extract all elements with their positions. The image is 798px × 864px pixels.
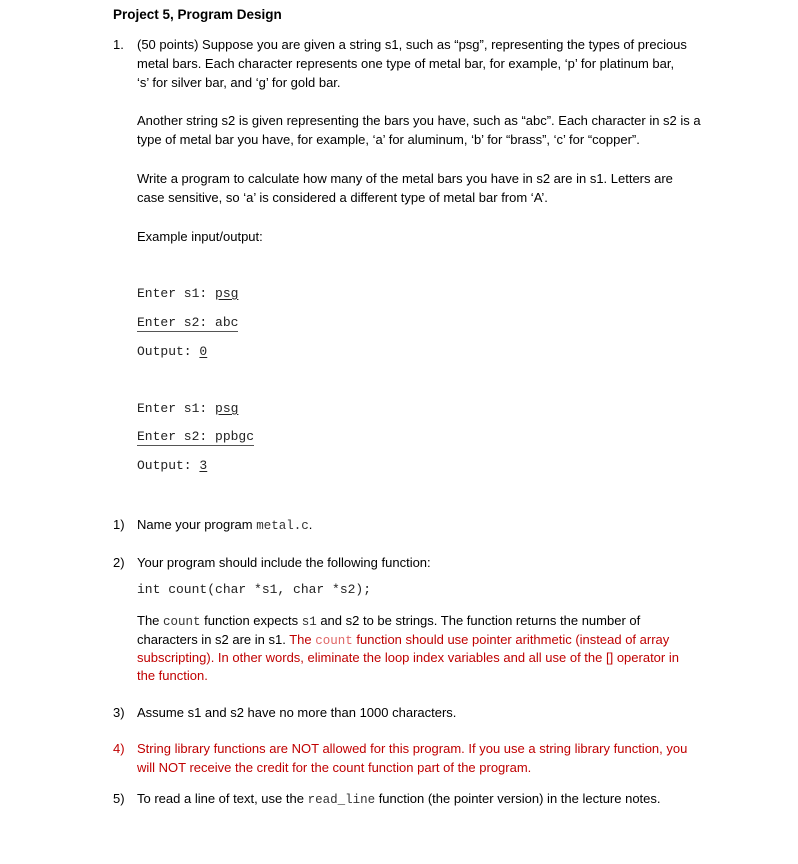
text-part: To read a line of text, use the	[137, 791, 308, 806]
item-text: Assume s1 and s2 have no more than 1000 characters.	[137, 705, 457, 720]
program-filename: metal.c	[256, 519, 309, 533]
question-text-line: Write a program to calculate how many of the metal bars you have in s2 are in s1. Letters are	[137, 171, 673, 186]
item-text	[137, 790, 661, 809]
s1-prompt: Enter s1:	[137, 401, 216, 416]
question-text-line: case sensitive, so ‘a’ is considered a different type of metal bar from ‘A’.	[137, 190, 548, 205]
example-s1-line	[137, 286, 238, 301]
item-text-part: .	[308, 517, 313, 532]
s1-value: psg	[215, 401, 239, 416]
item-text: Your program should include the following function:	[137, 555, 431, 570]
item-number: 1)	[113, 517, 125, 532]
output-prompt: Output:	[137, 458, 200, 473]
item-number: 3)	[113, 705, 125, 720]
question-text-line: type of metal bar you have, for example, ‘a’ for aluminum, ‘b’ for “brass”, ‘c’ for “copper”.	[137, 132, 640, 147]
question-number: 1.	[113, 37, 124, 52]
text-part: function (the pointer version) in the lecture notes.	[375, 791, 661, 806]
output-value: 0	[199, 344, 208, 359]
item-text-line: String library functions are NOT allowed for this program. If you use a string library function, you	[137, 741, 688, 756]
item-text-line	[137, 631, 669, 650]
output-prompt: Output:	[137, 344, 200, 359]
function-signature: int count(char *s1, char *s2);	[137, 582, 372, 597]
s1-prompt: Enter s1:	[137, 286, 216, 301]
item-text-part: Name your program	[137, 517, 257, 532]
item-text-line: will NOT receive the credit for the count function part of the program.	[137, 760, 532, 775]
code-s1: s1	[301, 615, 317, 629]
page-title: Project 5, Program Design	[113, 7, 282, 22]
example-s1-line	[137, 401, 238, 416]
text-part: and s2 to be strings. The function returns the number of	[316, 613, 641, 628]
text-part: characters in s2 are in s1.	[137, 632, 290, 647]
item-number: 5)	[113, 791, 125, 806]
output-value: 3	[199, 458, 208, 473]
question-text-line: Another string s2 is given representing the bars you have, such as “abc”. Each character in s2 is a	[137, 113, 701, 128]
example-output-line	[137, 458, 207, 473]
code-read-line: read_line	[307, 793, 376, 807]
red-text-part: The	[289, 632, 316, 647]
example-label: Example input/output:	[137, 229, 263, 244]
question-text-line: (50 points) Suppose you are given a string s1, such as “psg”, representing the types of precious	[137, 37, 687, 52]
question-text-line: metal bars. Each character represents one type of metal bar, for example, ‘p’ for platinum bar,	[137, 56, 675, 71]
text-part: The	[137, 613, 164, 628]
item-text	[137, 516, 312, 535]
example-output-line	[137, 344, 207, 359]
question-text-line: ‘s’ for silver bar, and ‘g’ for gold bar.	[137, 75, 341, 90]
example-s2-line: Enter s2: abc	[137, 315, 239, 330]
text-part: function expects	[200, 613, 302, 628]
item-number: 2)	[113, 555, 125, 570]
s1-value: psg	[215, 286, 239, 301]
example-s2-line: Enter s2: ppbgc	[137, 429, 255, 444]
item-text-line: subscripting). In other words, eliminate the loop index variables and all use of the [] operator in	[137, 650, 679, 665]
item-number: 4)	[113, 741, 125, 756]
code-count: count	[315, 634, 353, 648]
item-text-line	[137, 612, 640, 631]
item-text-line: the function.	[137, 668, 208, 683]
code-count: count	[163, 615, 201, 629]
red-text-part: function should use pointer arithmetic (instead of array	[352, 632, 670, 647]
